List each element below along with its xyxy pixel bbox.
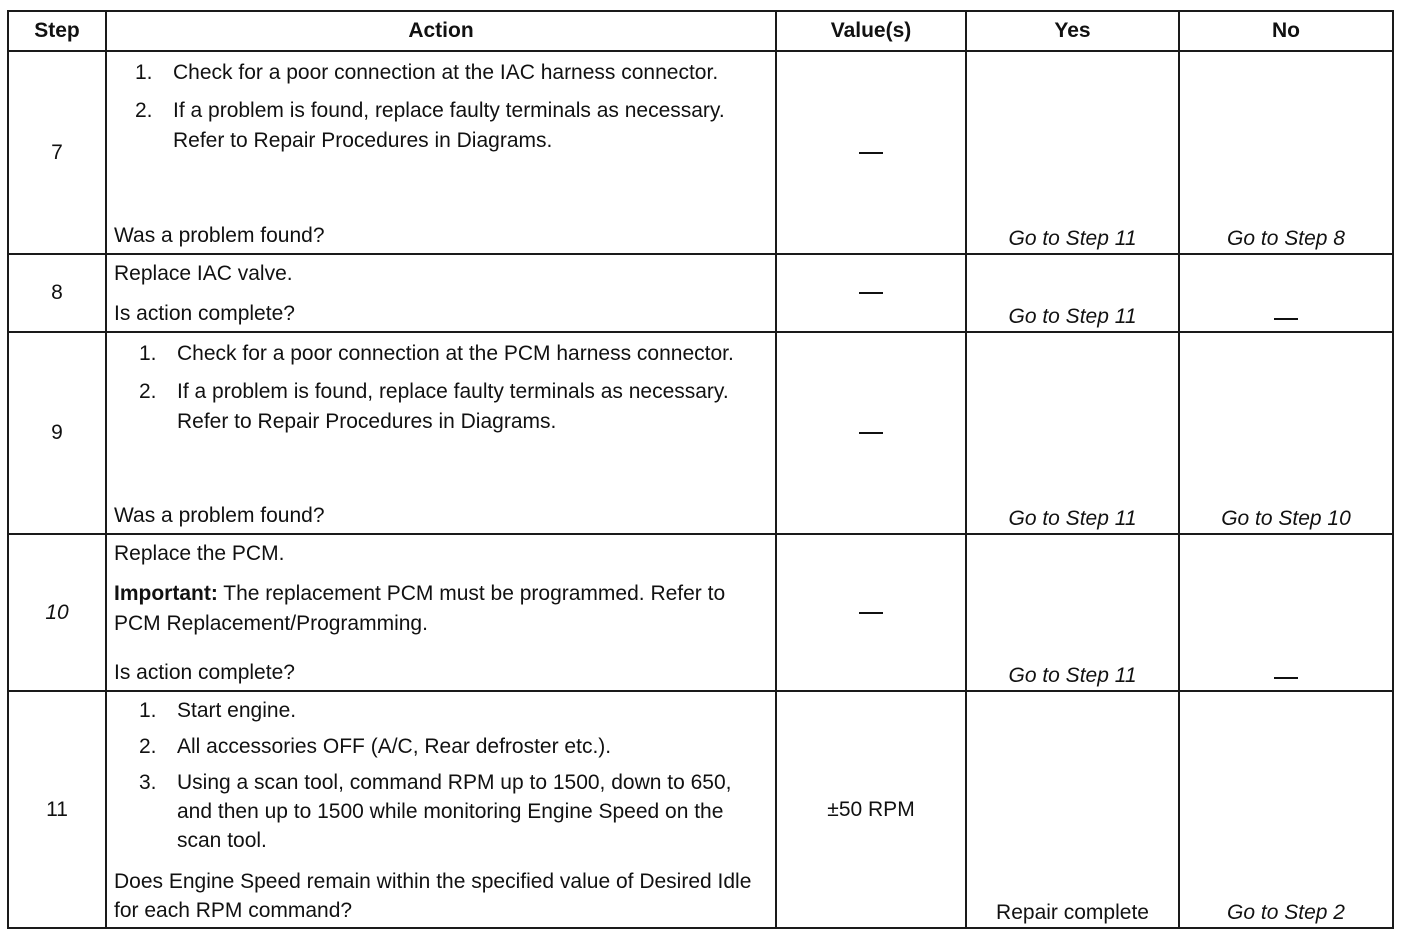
important-note bbox=[107, 569, 775, 639]
no-link[interactable]: Go to Step 2 bbox=[1227, 901, 1345, 924]
list-item: 1. Check for a poor connection at the IAC harness connector. bbox=[135, 61, 719, 84]
list-item: 2. If a problem is found, replace faulty terminals as necessary. Refer to Repair Procedures in Diagrams. bbox=[135, 99, 725, 152]
header-row bbox=[8, 11, 1393, 51]
no-link[interactable]: Go to Step 10 bbox=[1221, 507, 1351, 530]
action-cell bbox=[106, 534, 776, 691]
yes-cell bbox=[966, 691, 1179, 928]
value-text: ±50 RPM bbox=[827, 797, 915, 821]
yes-link[interactable]: Go to Step 11 bbox=[1008, 305, 1137, 328]
action-question: Was a problem found? bbox=[114, 504, 325, 527]
list-item: 1. Check for a poor connection at the PCM harness connector. bbox=[139, 342, 734, 365]
action-cell bbox=[106, 691, 776, 928]
value-cell bbox=[776, 332, 966, 534]
header-step: Step bbox=[8, 11, 106, 51]
em-dash bbox=[1274, 318, 1298, 320]
header-values: Value(s) bbox=[776, 11, 966, 51]
yes-link[interactable]: Repair complete bbox=[996, 901, 1149, 924]
list-item: 1. Start engine. bbox=[139, 699, 297, 722]
value-cell bbox=[776, 254, 966, 332]
no-link[interactable]: Go to Step 8 bbox=[1227, 227, 1345, 250]
em-dash bbox=[859, 432, 883, 434]
important-label: Important: bbox=[114, 582, 218, 605]
table-row bbox=[8, 691, 1393, 928]
header-yes: Yes bbox=[966, 11, 1179, 51]
yes-link[interactable]: Go to Step 11 bbox=[1008, 507, 1137, 530]
table-row bbox=[8, 534, 1393, 691]
action-question: Is action complete? bbox=[114, 661, 295, 684]
step-number: 7 bbox=[8, 51, 106, 254]
no-cell bbox=[1179, 534, 1393, 691]
header-no: No bbox=[1179, 11, 1393, 51]
no-cell bbox=[1179, 691, 1393, 928]
yes-cell bbox=[966, 332, 1179, 534]
yes-cell bbox=[966, 51, 1179, 254]
em-dash bbox=[859, 152, 883, 154]
header-action: Action bbox=[106, 11, 776, 51]
em-dash bbox=[859, 292, 883, 294]
step-number: 10 bbox=[8, 534, 106, 691]
step-number: 11 bbox=[8, 691, 106, 928]
action-question: Does Engine Speed remain within the specified value of Desired Idle for each RPM command? bbox=[114, 870, 752, 922]
yes-link[interactable]: Go to Step 11 bbox=[1008, 227, 1137, 250]
table-row bbox=[8, 51, 1393, 254]
value-cell bbox=[776, 691, 966, 928]
action-line: Replace IAC valve. bbox=[114, 262, 293, 285]
list-item: 2. If a problem is found, replace faulty terminals as necessary. Refer to Repair Procedures in Diagrams. bbox=[139, 380, 729, 433]
action-line: Replace the PCM. bbox=[114, 542, 285, 565]
action-question: Was a problem found? bbox=[114, 224, 325, 247]
diagnostic-table bbox=[7, 10, 1394, 929]
no-cell bbox=[1179, 254, 1393, 332]
table-row bbox=[8, 254, 1393, 332]
action-cell bbox=[106, 51, 776, 254]
em-dash bbox=[859, 612, 883, 614]
no-cell bbox=[1179, 51, 1393, 254]
action-cell bbox=[106, 254, 776, 332]
action-question: Is action complete? bbox=[114, 302, 295, 325]
table-row bbox=[8, 332, 1393, 534]
list-item: 2. All accessories OFF (A/C, Rear defroster etc.). bbox=[139, 735, 612, 758]
action-cell bbox=[106, 332, 776, 534]
list-item: 3. Using a scan tool, command RPM up to 1500, down to 650, and then up to 1500 while monitoring Engine Speed on the scan tool. bbox=[139, 771, 732, 852]
em-dash bbox=[1274, 677, 1298, 679]
yes-link[interactable]: Go to Step 11 bbox=[1008, 664, 1137, 687]
step-number: 8 bbox=[8, 254, 106, 332]
value-cell bbox=[776, 51, 966, 254]
yes-cell bbox=[966, 254, 1179, 332]
no-cell bbox=[1179, 332, 1393, 534]
yes-cell bbox=[966, 534, 1179, 691]
step-number: 9 bbox=[8, 332, 106, 534]
important-text: The replacement PCM must be programmed. Refer to PCM Replacement/Programming. bbox=[114, 582, 726, 635]
value-cell bbox=[776, 534, 966, 691]
